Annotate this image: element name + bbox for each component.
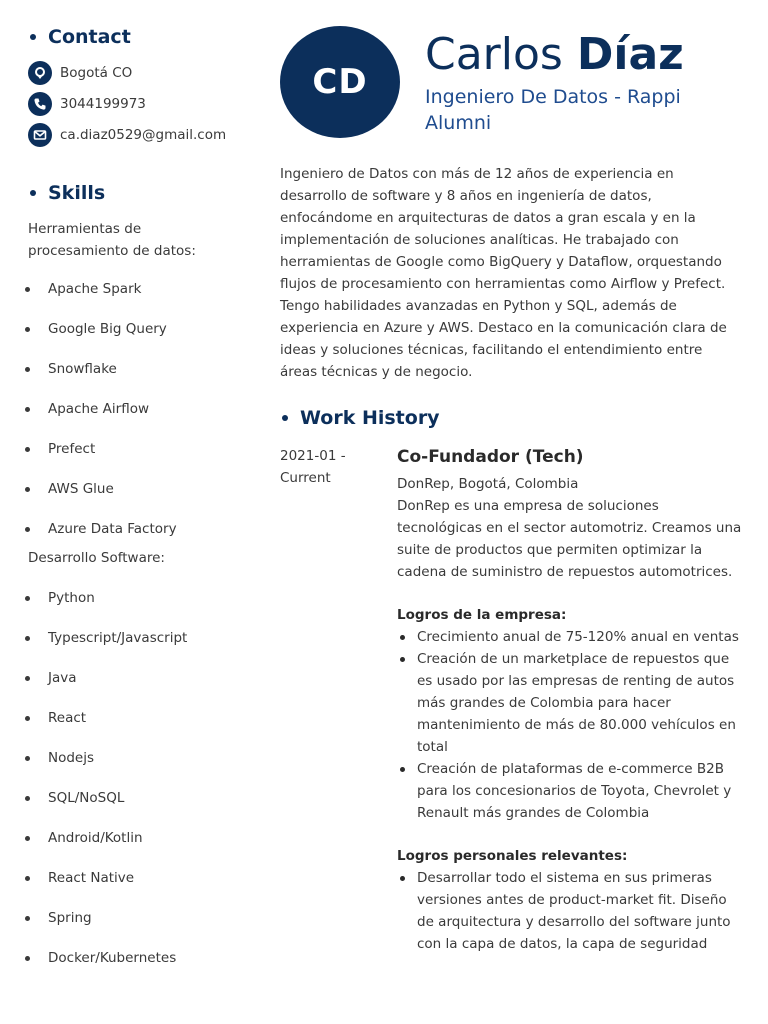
achievement-item: Creación de plataformas de e-commerce B2B para los concesionarios de Toyota, Chevrolet y Renault más grandes de Colombia [397,758,742,824]
professional-summary: Ingeniero de Datos con más de 12 años de experiencia en desarrollo de software y 8 años en ingeniería de datos, enfocándome en arquitecturas de datos a gran escala y en la implementación de soluciones analíticas. He trabajado con herramientas de Google como BigQuery y Dataflow, orquestando flujos de procesamiento con herramientas como Airflow y Prefect. Tengo habilidades avanzadas en Python y SQL, además de experiencia en Azure y AWS. Destaco en la comunicación clara de ideas y soluciones técnicas, facilitando el entendimiento entre áreas técnicas y de negocio. [280,166,727,380]
skills-group-label: Herramientas de procesamiento de datos: [28,221,196,259]
first-name: Carlos [425,29,563,80]
skill-label: React [48,710,87,726]
personal-achievements-list [397,867,742,955]
bullet [25,956,30,961]
skill-item [28,658,258,698]
achievement-item: Crecimiento anual de 75-120% anual en ventas [397,626,742,648]
skill-item [28,309,258,349]
skill-item [28,698,258,738]
skill-label: Python [48,590,95,606]
job-subtitle: Ingeniero De Datos - Rappi Alumni [425,86,681,134]
left-column [28,26,258,978]
skill-label: Java [48,670,77,686]
bullet [25,407,30,412]
email-text[interactable]: ca.diaz0529@gmail.com [60,127,227,143]
avatar-initials: CD [312,62,368,102]
contact-title: Contact [48,26,131,48]
work-history-section [280,407,742,955]
bullet [25,287,30,292]
bullet [25,447,30,452]
skill-item [28,349,258,389]
bullet [25,327,30,332]
personal-achievements-label: Logros personales relevantes: [397,848,628,864]
bullet [25,796,30,801]
job-description: DonRep es una empresa de soluciones tecnológicas en el sector automotriz. Creamos una suite de productos que permiten optimizar la cadena de suministro de repuestos automotrices. [397,498,742,580]
bullet [25,596,30,601]
phone-icon [28,92,52,116]
phone-text: 3044199973 [60,96,146,112]
envelope-icon [28,123,52,147]
skill-item [28,858,258,898]
bullet [25,636,30,641]
skill-item [28,429,258,469]
skill-label: React Native [48,870,135,886]
location-text: Bogotá CO [60,65,133,81]
skills-list [28,578,258,978]
last-name: Díaz [576,29,684,80]
skill-item [28,618,258,658]
contact-location [28,62,258,84]
skills-list [28,269,258,549]
skill-item [28,509,258,549]
work-history-heading [280,407,742,429]
skill-item [28,578,258,618]
skill-item [28,818,258,858]
full-name [425,28,745,82]
skill-item [28,738,258,778]
skill-item [28,469,258,509]
job-company: DonRep, Bogotá, Colombia [397,476,579,492]
avatar [280,26,400,138]
skills-group-label: Desarrollo Software: [28,550,165,566]
name-block [425,28,745,136]
heading-bullet [282,415,288,421]
skills-title: Skills [48,182,106,204]
skill-label: Nodejs [48,750,95,766]
job-body [397,445,742,955]
heading-bullet [30,34,36,40]
achievement-item: Creación de un marketplace de repuestos que es usado por las empresas de renting de autos más grandes de Colombia para hacer mantenimiento de más de 80.000 vehículos en total [397,648,742,758]
skill-label: Snowflake [48,361,117,377]
skill-label: Apache Spark [48,281,142,297]
bullet [25,756,30,761]
job-entry [280,445,742,955]
achievement-item: Desarrollar todo el sistema en sus primeras versiones antes de product-market fit. Diseño de arquitectura y desarrollo del software junto con la capa de datos, la capa de seguridad [397,867,742,955]
heading-bullet [30,190,36,196]
work-history-title: Work History [300,407,440,429]
skill-item [28,938,258,978]
contact-heading [28,26,258,48]
bullet [25,876,30,881]
skill-label: Spring [48,910,92,926]
skill-label: Typescript/Javascript [48,630,188,646]
skill-label: Docker/Kubernetes [48,950,177,966]
skill-item [28,898,258,938]
bullet [25,487,30,492]
contact-email [28,124,258,146]
skill-label: Azure Data Factory [48,521,177,537]
location-pin-icon [28,61,52,85]
skill-label: SQL/NoSQL [48,790,125,806]
bullet [25,527,30,532]
bullet [25,716,30,721]
bullet [25,916,30,921]
skill-item [28,269,258,309]
skill-item [28,389,258,429]
job-date: 2021-01 - Current [280,448,346,486]
skill-label: Android/Kotlin [48,830,143,846]
skills-heading [28,182,258,204]
skill-label: Prefect [48,441,96,457]
bullet [25,676,30,681]
contact-phone [28,93,258,115]
skill-label: Apache Airflow [48,401,149,417]
job-title: Co-Fundador (Tech) [397,447,584,467]
company-achievements-list [397,626,742,824]
skill-label: AWS Glue [48,481,114,497]
company-achievements-label: Logros de la empresa: [397,607,567,623]
skill-item [28,778,258,818]
skill-label: Google Big Query [48,321,167,337]
bullet [25,367,30,372]
bullet [25,836,30,841]
